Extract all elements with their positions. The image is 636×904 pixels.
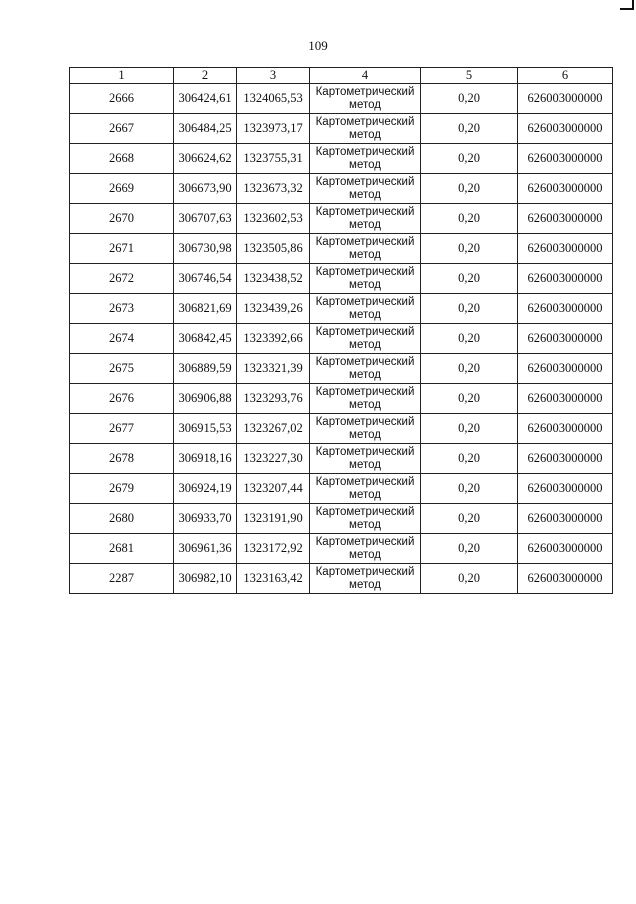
method-cell: [310, 564, 421, 594]
method-text: Картометрический: [315, 265, 415, 278]
method-cell: [310, 324, 421, 354]
method-text: Картометрический: [315, 355, 415, 368]
table-row: [70, 264, 613, 294]
y-coordinate-cell: 1323602,53: [237, 204, 310, 234]
accuracy-cell: 0,20: [421, 354, 518, 384]
x-coordinate-cell: 306707,63: [174, 204, 237, 234]
table-row: [70, 504, 613, 534]
page-number: 109: [308, 38, 328, 53]
x-coordinate-cell: 306673,90: [174, 174, 237, 204]
method-text: метод: [349, 248, 381, 261]
code-cell: 626003000000: [518, 234, 613, 264]
x-coordinate-cell: 306624,62: [174, 144, 237, 174]
x-coordinate-cell: 306918,16: [174, 444, 237, 474]
y-coordinate-cell: 1323392,66: [237, 324, 310, 354]
method-text: метод: [349, 338, 381, 351]
point-number-cell: 2670: [70, 204, 174, 234]
coordinates-table: [69, 67, 613, 594]
x-coordinate-cell: 306906,88: [174, 384, 237, 414]
column-header: 4: [310, 68, 421, 84]
method-text: метод: [349, 188, 381, 201]
accuracy-cell: 0,20: [421, 174, 518, 204]
x-coordinate-cell: 306730,98: [174, 234, 237, 264]
table-row: [70, 384, 613, 414]
accuracy-cell: 0,20: [421, 294, 518, 324]
x-coordinate-cell: 306982,10: [174, 564, 237, 594]
code-cell: 626003000000: [518, 174, 613, 204]
method-text: Картометрический: [315, 235, 415, 248]
point-number-cell: 2675: [70, 354, 174, 384]
x-coordinate-cell: 306915,53: [174, 414, 237, 444]
accuracy-cell: 0,20: [421, 444, 518, 474]
code-cell: 626003000000: [518, 354, 613, 384]
corner-crop-mark: [620, 0, 634, 10]
code-cell: 626003000000: [518, 324, 613, 354]
point-number-cell: 2679: [70, 474, 174, 504]
column-header: 5: [421, 68, 518, 84]
code-cell: 626003000000: [518, 534, 613, 564]
y-coordinate-cell: 1323673,32: [237, 174, 310, 204]
method-text: метод: [349, 458, 381, 471]
method-text: метод: [349, 488, 381, 501]
code-cell: 626003000000: [518, 504, 613, 534]
y-coordinate-cell: 1323321,39: [237, 354, 310, 384]
y-coordinate-cell: 1323191,90: [237, 504, 310, 534]
method-cell: [310, 114, 421, 144]
method-text: метод: [349, 158, 381, 171]
method-text: Картометрический: [315, 115, 415, 128]
table-row: [70, 144, 613, 174]
y-coordinate-cell: 1323163,42: [237, 564, 310, 594]
method-cell: [310, 294, 421, 324]
method-text: Картометрический: [315, 385, 415, 398]
accuracy-cell: 0,20: [421, 564, 518, 594]
point-number-cell: 2674: [70, 324, 174, 354]
method-text: метод: [349, 128, 381, 141]
method-cell: [310, 354, 421, 384]
code-cell: 626003000000: [518, 114, 613, 144]
code-cell: 626003000000: [518, 264, 613, 294]
accuracy-cell: 0,20: [421, 504, 518, 534]
x-coordinate-cell: 306746,54: [174, 264, 237, 294]
method-cell: [310, 144, 421, 174]
y-coordinate-cell: 1323439,26: [237, 294, 310, 324]
method-cell: [310, 504, 421, 534]
x-coordinate-cell: 306933,70: [174, 504, 237, 534]
x-coordinate-cell: 306924,19: [174, 474, 237, 504]
accuracy-cell: 0,20: [421, 384, 518, 414]
column-header: 2: [174, 68, 237, 84]
column-header: 1: [70, 68, 174, 84]
code-cell: 626003000000: [518, 294, 613, 324]
method-cell: [310, 474, 421, 504]
method-cell: [310, 204, 421, 234]
accuracy-cell: 0,20: [421, 474, 518, 504]
x-coordinate-cell: 306889,59: [174, 354, 237, 384]
y-coordinate-cell: 1323755,31: [237, 144, 310, 174]
x-coordinate-cell: 306821,69: [174, 294, 237, 324]
x-coordinate-cell: 306484,25: [174, 114, 237, 144]
method-text: метод: [349, 368, 381, 381]
table-row: [70, 114, 613, 144]
point-number-cell: 2673: [70, 294, 174, 324]
table-row: [70, 324, 613, 354]
table-row: [70, 174, 613, 204]
method-text: метод: [349, 278, 381, 291]
accuracy-cell: 0,20: [421, 144, 518, 174]
table-header-row: [70, 68, 613, 84]
code-cell: 626003000000: [518, 414, 613, 444]
y-coordinate-cell: 1323172,92: [237, 534, 310, 564]
method-text: метод: [349, 218, 381, 231]
y-coordinate-cell: 1323293,76: [237, 384, 310, 414]
y-coordinate-cell: 1323438,52: [237, 264, 310, 294]
method-cell: [310, 414, 421, 444]
y-coordinate-cell: 1323267,02: [237, 414, 310, 444]
method-text: Картометрический: [315, 145, 415, 158]
point-number-cell: 2287: [70, 564, 174, 594]
table-body: [70, 84, 613, 594]
accuracy-cell: 0,20: [421, 84, 518, 114]
table-row: [70, 414, 613, 444]
method-text: Картометрический: [315, 205, 415, 218]
accuracy-cell: 0,20: [421, 324, 518, 354]
method-text: метод: [349, 578, 381, 591]
y-coordinate-cell: 1324065,53: [237, 84, 310, 114]
point-number-cell: 2680: [70, 504, 174, 534]
table-row: [70, 474, 613, 504]
code-cell: 626003000000: [518, 444, 613, 474]
table-row: [70, 204, 613, 234]
x-coordinate-cell: 306424,61: [174, 84, 237, 114]
method-text: Картометрический: [315, 505, 415, 518]
x-coordinate-cell: 306842,45: [174, 324, 237, 354]
method-text: Картометрический: [315, 175, 415, 188]
method-text: Картометрический: [315, 445, 415, 458]
y-coordinate-cell: 1323505,86: [237, 234, 310, 264]
code-cell: 626003000000: [518, 474, 613, 504]
y-coordinate-cell: 1323973,17: [237, 114, 310, 144]
method-text: метод: [349, 308, 381, 321]
table-row: [70, 534, 613, 564]
table-row: [70, 354, 613, 384]
code-cell: 626003000000: [518, 144, 613, 174]
point-number-cell: 2668: [70, 144, 174, 174]
x-coordinate-cell: 306961,36: [174, 534, 237, 564]
accuracy-cell: 0,20: [421, 264, 518, 294]
method-text: Картометрический: [315, 325, 415, 338]
method-cell: [310, 84, 421, 114]
point-number-cell: 2671: [70, 234, 174, 264]
point-number-cell: 2677: [70, 414, 174, 444]
y-coordinate-cell: 1323227,30: [237, 444, 310, 474]
point-number-cell: 2678: [70, 444, 174, 474]
table-row: [70, 444, 613, 474]
method-cell: [310, 264, 421, 294]
point-number-cell: 2667: [70, 114, 174, 144]
method-cell: [310, 174, 421, 204]
method-text: Картометрический: [315, 415, 415, 428]
method-text: Картометрический: [315, 295, 415, 308]
method-text: Картометрический: [315, 475, 415, 488]
method-text: метод: [349, 428, 381, 441]
method-text: метод: [349, 518, 381, 531]
accuracy-cell: 0,20: [421, 234, 518, 264]
method-text: метод: [349, 398, 381, 411]
point-number-cell: 2676: [70, 384, 174, 414]
accuracy-cell: 0,20: [421, 534, 518, 564]
table-row: [70, 234, 613, 264]
method-text: метод: [349, 98, 381, 111]
code-cell: 626003000000: [518, 384, 613, 414]
point-number-cell: 2681: [70, 534, 174, 564]
code-cell: 626003000000: [518, 204, 613, 234]
code-cell: 626003000000: [518, 84, 613, 114]
method-cell: [310, 534, 421, 564]
method-text: Картометрический: [315, 535, 415, 548]
point-number-cell: 2669: [70, 174, 174, 204]
accuracy-cell: 0,20: [421, 114, 518, 144]
table-row: [70, 84, 613, 114]
table-row: [70, 564, 613, 594]
method-cell: [310, 234, 421, 264]
accuracy-cell: 0,20: [421, 204, 518, 234]
accuracy-cell: 0,20: [421, 414, 518, 444]
method-text: метод: [349, 548, 381, 561]
column-header: 6: [518, 68, 613, 84]
column-header: 3: [237, 68, 310, 84]
code-cell: 626003000000: [518, 564, 613, 594]
point-number-cell: 2672: [70, 264, 174, 294]
method-text: Картометрический: [315, 565, 415, 578]
method-cell: [310, 444, 421, 474]
table-row: [70, 294, 613, 324]
method-text: Картометрический: [315, 85, 415, 98]
method-cell: [310, 384, 421, 414]
point-number-cell: 2666: [70, 84, 174, 114]
y-coordinate-cell: 1323207,44: [237, 474, 310, 504]
